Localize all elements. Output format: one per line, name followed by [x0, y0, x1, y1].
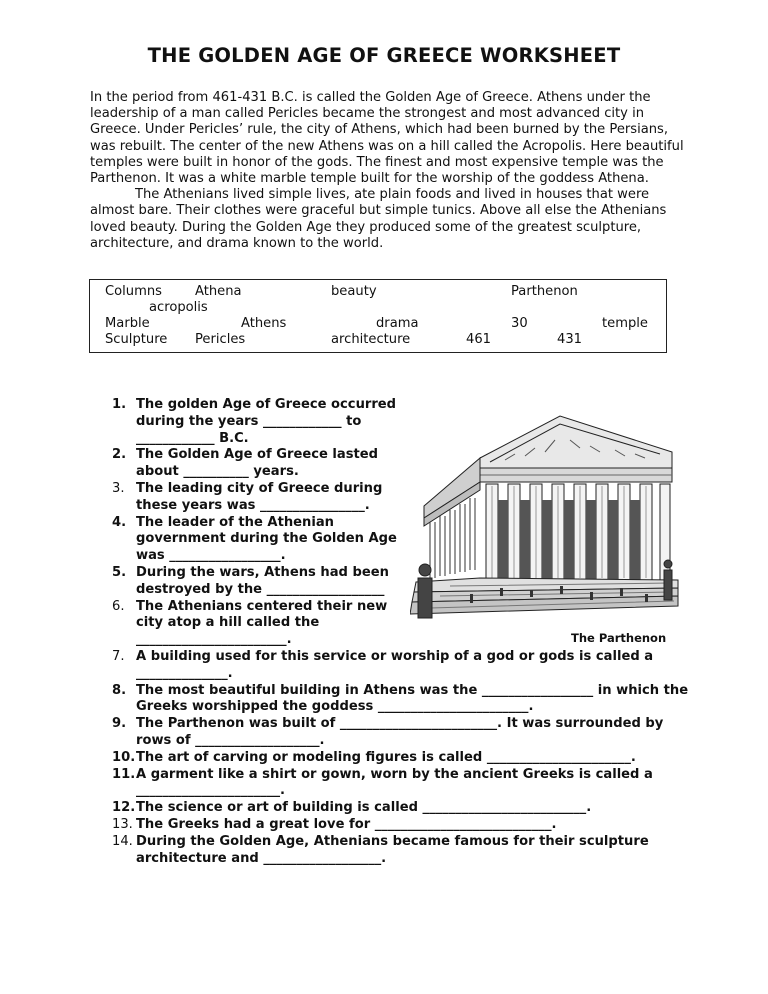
question-number: 8.: [112, 682, 127, 698]
question-item: [112, 481, 406, 515]
question-number: 12.: [112, 800, 136, 816]
word-bank: [89, 279, 667, 353]
question-text: The science or art of building is called _________________________.: [136, 800, 592, 816]
word-bank-item: Parthenon: [511, 284, 578, 299]
word-bank-item: 30: [511, 316, 528, 331]
question-text: The art of carving or modeling figures is called ______________________.: [136, 749, 636, 765]
intro-paragraph-2: The Athenians lived simple lives, ate plain foods and lived in houses that were almost bare. Their clothes were graceful but simple tunics. Above all else the Athenians loved beauty. During the Golden Age they produced some of the greatest sculpture, architecture, and drama known to the world.: [90, 187, 667, 251]
figure-caption: The Parthenon: [571, 631, 667, 645]
question-text: The Athenians centered their new city atop a hill called the _______________________.: [136, 598, 388, 648]
word-bank-item: temple: [602, 316, 648, 331]
word-bank-item: Athena: [195, 284, 242, 299]
question-number: 5.: [112, 564, 127, 580]
question-item: [112, 447, 406, 481]
word-bank-item: 461: [466, 332, 491, 347]
question-text: The most beautiful building in Athens was the _________________ in which the Greeks worshipped the goddess _______________________.: [136, 682, 689, 715]
word-bank-item: 431: [557, 332, 582, 347]
worksheet-title: THE GOLDEN AGE OF GREECE WORKSHEET: [147, 44, 621, 67]
question-item: [112, 800, 692, 817]
question-item: [112, 767, 692, 801]
question-number: 9.: [112, 716, 127, 732]
question-number: 4.: [112, 514, 127, 530]
question-number: 14.: [112, 833, 133, 849]
word-bank-item: Marble: [105, 316, 150, 331]
word-bank-item: Columns: [105, 284, 162, 299]
question-item: [112, 649, 692, 683]
word-bank-item: Sculpture: [105, 332, 168, 347]
question-text: The Golden Age of Greece lasted about __________ years.: [136, 447, 379, 480]
question-number: 7.: [112, 648, 125, 664]
question-number: 6.: [112, 598, 125, 614]
word-bank-item: Pericles: [195, 332, 246, 347]
question-item: [112, 817, 692, 834]
question-text: A building used for this service or worship of a god or gods is called a ______________.: [136, 648, 654, 681]
word-bank-item: acropolis: [149, 300, 208, 315]
word-bank-item: architecture: [331, 332, 411, 347]
word-bank-item: drama: [376, 316, 419, 331]
question-text: The leader of the Athenian government during the Golden Age was _________________.: [136, 514, 397, 564]
question-number: 11.: [112, 766, 136, 782]
intro-passage: [90, 90, 685, 252]
question-text: During the wars, Athens had been destroyed by the __________________: [136, 564, 389, 597]
question-text: During the Golden Age, Athenians became famous for their sculpture architecture and __________________.: [136, 833, 649, 866]
question-number: 10.: [112, 749, 136, 765]
word-bank-item: beauty: [331, 284, 377, 299]
question-number: 13.: [112, 816, 133, 832]
parthenon-illustration-icon: [410, 410, 682, 630]
question-item: [112, 515, 406, 565]
question-text: The Parthenon was built of ________________________. It was surrounded by rows of ___________________.: [136, 716, 664, 748]
question-item: [112, 834, 692, 868]
question-text: The golden Age of Greece occurred during the years ____________ to ____________ B.C.: [136, 397, 397, 446]
question-item: [112, 565, 406, 599]
question-item: [112, 683, 692, 717]
question-number: 2.: [112, 447, 127, 463]
question-text: A garment like a shirt or gown, worn by the ancient Greeks is called a ______________________.: [136, 766, 653, 799]
intro-paragraph-1: In the period from 461-431 B.C. is called the Golden Age of Greece. Athens under the leadership of a man called Pericles became the strongest and most advanced city in Greece. Under Pericles’ rule, the city of Athens, which had been burned by the Persians, was rebuilt. The center of the new Athens was on a hill called the Acropolis. Here beautiful temples were built in honor of the gods. The finest and most expensive temple was the Parthenon. It was a white marble temple built for the worship of the goddess Athena.: [90, 90, 684, 187]
question-item: [112, 397, 406, 447]
question-text: The leading city of Greece during these years was ________________.: [136, 480, 383, 513]
question-item: [112, 716, 692, 750]
word-bank-item: Athens: [241, 316, 287, 331]
question-text: The Greeks had a great love for ___________________________.: [136, 816, 557, 832]
question-item: [112, 599, 406, 649]
question-number: 3.: [112, 480, 125, 496]
question-number: 1.: [112, 397, 127, 412]
question-item: [112, 750, 692, 767]
